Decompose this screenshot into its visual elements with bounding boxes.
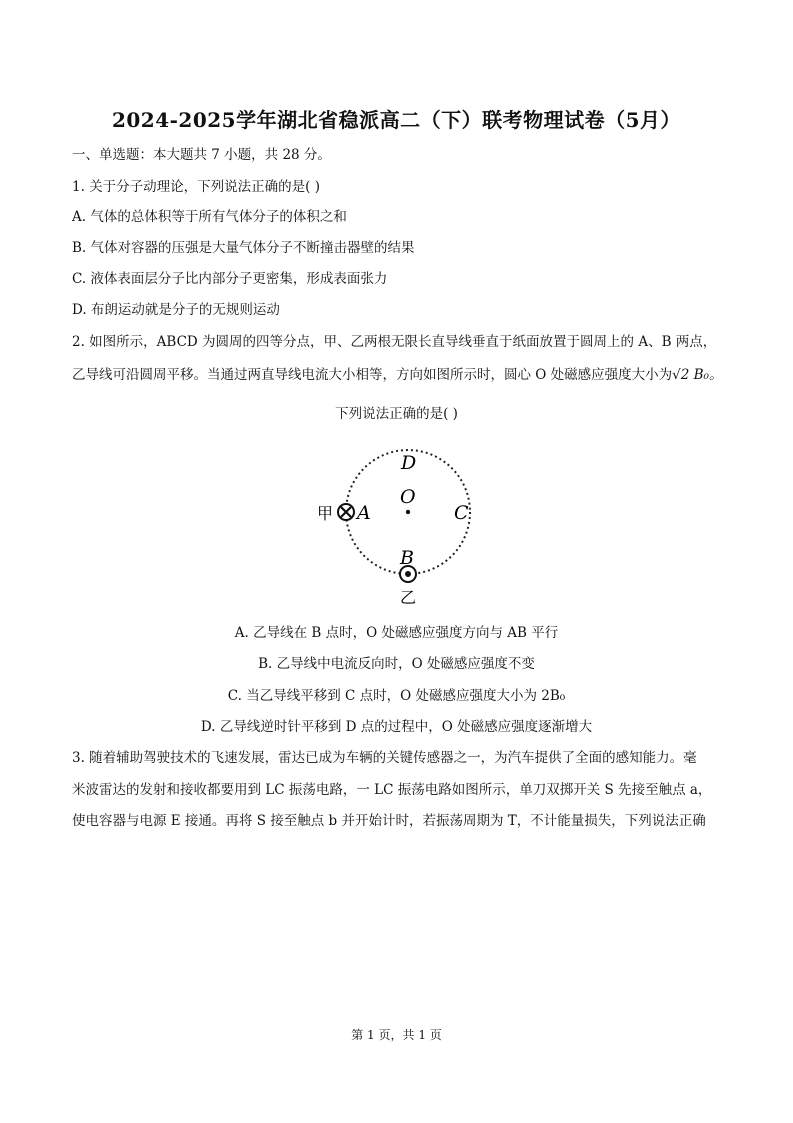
page-title: 2024-2025学年湖北省稳派高二（下）联考物理试卷（5月） [111,108,682,132]
label-d: D [401,452,417,474]
q3-line3: 使电容器与电源 E 接通。再将 S 接至触点 b 并开始计时，若振荡周期为 T，不计能量损失，下列说法正确 [72,813,706,829]
label-jia: 甲 [317,504,334,523]
label-b: B [400,547,414,569]
q1-option-b: B. 气体对容器的压强是大量气体分子不断撞击器壁的结果 [72,240,415,256]
wire-yi-dot [405,571,411,577]
q3-line1: 3. 随着辅助驾驶技术的飞速发展，雷达已成为车辆的关键传感器之一，为汽车提供了全面的感知能力。毫 [72,750,697,766]
q2-option-d: D. 乙导线逆时针平移到 D 点的过程中，O 处磁感应强度逐渐增大 [200,719,593,735]
q1-stem: 1. 关于分子动理论，下列说法正确的是( ) [72,179,320,195]
q2-circle-figure [300,440,500,610]
q2-stem-math: √2 B₀。 [672,367,723,383]
label-o: O [400,486,416,508]
section-heading: 一、单选题：本大题共 7 小题，共 28 分。 [72,147,331,163]
q2-option-a: A. 乙导线在 B 点时，O 处磁感应强度方向与 AB 平行 [234,625,559,641]
page-footer: 第 1 页，共 1 页 [351,1028,442,1042]
center-dot [406,510,410,514]
q2-option-c: C. 当乙导线平移到 C 点时，O 处磁感应强度大小为 2B₀ [227,688,566,704]
q3-line2: 米波雷达的发射和接收都要用到 LC 振荡电路，一 LC 振荡电路如图所示，单刀双掷开关 S 先接至触点 a， [72,782,712,798]
label-yi: 乙 [400,588,417,607]
label-a: A [357,502,371,524]
q2-stem-line2-text: 乙导线可沿圆周平移。当通过两直导线电流大小相等，方向如图所示时，圆心 O 处磁感应强度大小为 [72,367,673,383]
label-c: C [454,502,469,524]
q2-option-b: B. 乙导线中电流反向时，O 处磁感应强度不变 [258,656,535,672]
q1-option-c: C. 液体表面层分子比内部分子更密集，形成表面张力 [72,271,388,287]
q2-stem-line1: 2. 如图所示，ABCD 为圆周的四等分点，甲、乙两根无限长直导线垂直于纸面放置于圆周上的 A、B 两点， [72,334,717,350]
q1-option-a: A. 气体的总体积等于所有气体分子的体积之和 [72,209,347,225]
q2-stem-line2 [72,365,732,385]
q1-option-d: D. 布朗运动就是分子的无规则运动 [72,302,280,318]
q2-stem-line3: 下列说法正确的是( ) [335,406,458,422]
